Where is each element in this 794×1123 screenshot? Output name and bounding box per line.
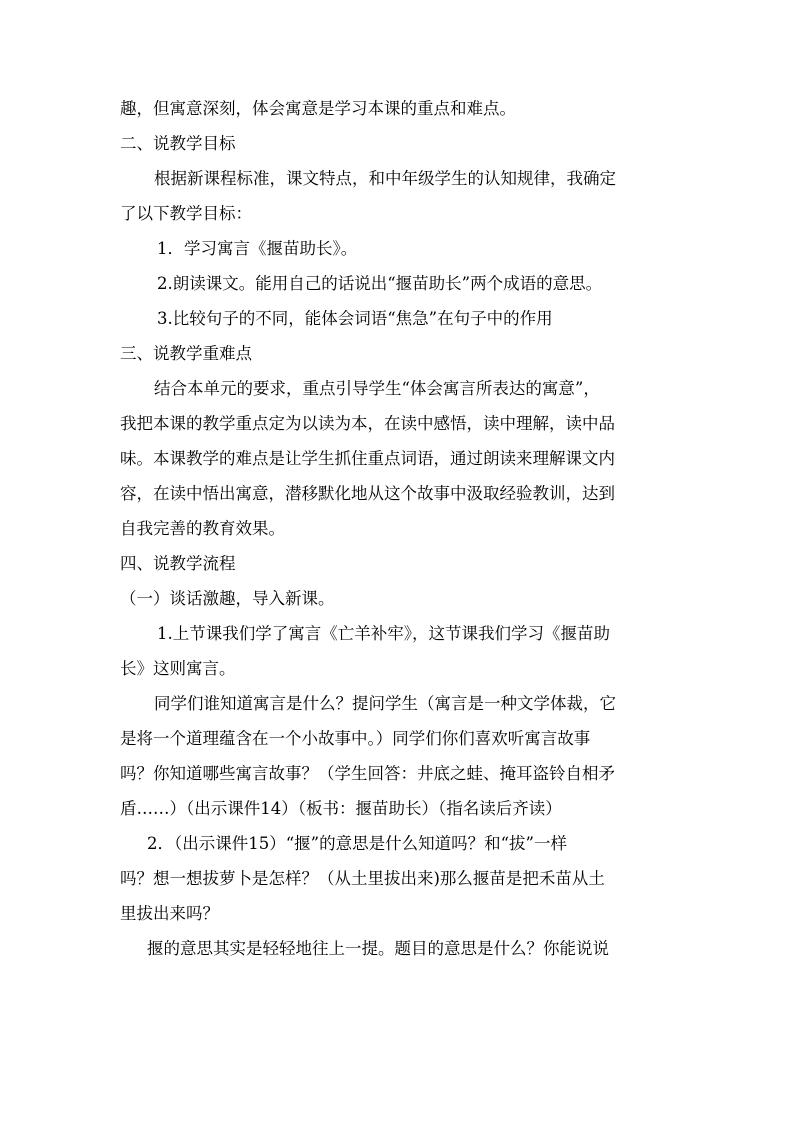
paragraph-line: 长》这则寓言。 (120, 659, 236, 678)
paragraph-line: 容，在读中悟出寓意，潜移默化地从这个故事中汲取经验教训，达到 (120, 484, 615, 503)
paragraph-line: 根据新课程标准，课文特点，和中年级学生的认知规律，我确定 (154, 169, 616, 188)
paragraph-line: 揠的意思其实是轻轻地往上一提。题目的意思是什么？你能说说 (147, 939, 609, 958)
paragraph-line: 结合本单元的要求，重点引导学生“体会寓言所表达的寓意”， (154, 379, 600, 398)
paragraph-line: 味。本课教学的难点是让学生抓住重点词语，通过朗读来理解课文内 (120, 449, 615, 468)
paragraph-line: 了以下教学目标： (120, 204, 252, 223)
section-heading: 二、说教学目标 (120, 134, 236, 153)
paragraph-line: 盾……）（出示课件14）（板书：揠苗助长）（指名读后齐读） (120, 799, 562, 818)
paragraph-line: 1.上节课我们学了寓言《亡羊补牢》，这节课我们学习《揠苗助 (157, 624, 610, 643)
paragraph-line: 自我完善的教育效果。 (120, 519, 285, 538)
list-item: 3.比较句子的不同，能体会词语“焦急”在句子中的作用 (157, 309, 553, 328)
paragraph-line: 同学们谁知道寓言是什么？提问学生（寓言是一种文学体裁，它 (154, 694, 616, 713)
paragraph-line: 吗？想一想拔萝卜是怎样？（从土里拔出来)那么揠苗是把禾苗从土 (120, 869, 605, 888)
text-line: 趣，但寓意深刻，体会寓意是学习本课的重点和难点。 (120, 99, 516, 118)
paragraph-line: 里拔出来吗？ (120, 904, 219, 923)
section-heading: 三、说教学重难点 (120, 344, 252, 363)
paragraph-line: 2．（出示课件15）“揠”的意思是什么知道吗？和“拔”一样 (147, 834, 567, 853)
section-heading: 四、说教学流程 (120, 554, 236, 573)
subsection-heading: （一）谈话激趣，导入新课。 (120, 589, 335, 608)
list-item: 2.朗读课文。能用自己的话说出“揠苗助长”两个成语的意思。 (157, 274, 603, 293)
paragraph-line: 是将一个道理蕴含在一个小故事中。）同学们你们喜欢听寓言故事 (120, 729, 591, 748)
paragraph-line: 吗？你知道哪些寓言故事？（学生回答：井底之蛙、掩耳盗铃自相矛 (120, 764, 615, 783)
list-item: 1．学习寓言《揠苗助长》。 (157, 239, 358, 258)
paragraph-line: 我把本课的教学重点定为以读为本，在读中感悟，读中理解，读中品 (120, 414, 615, 433)
